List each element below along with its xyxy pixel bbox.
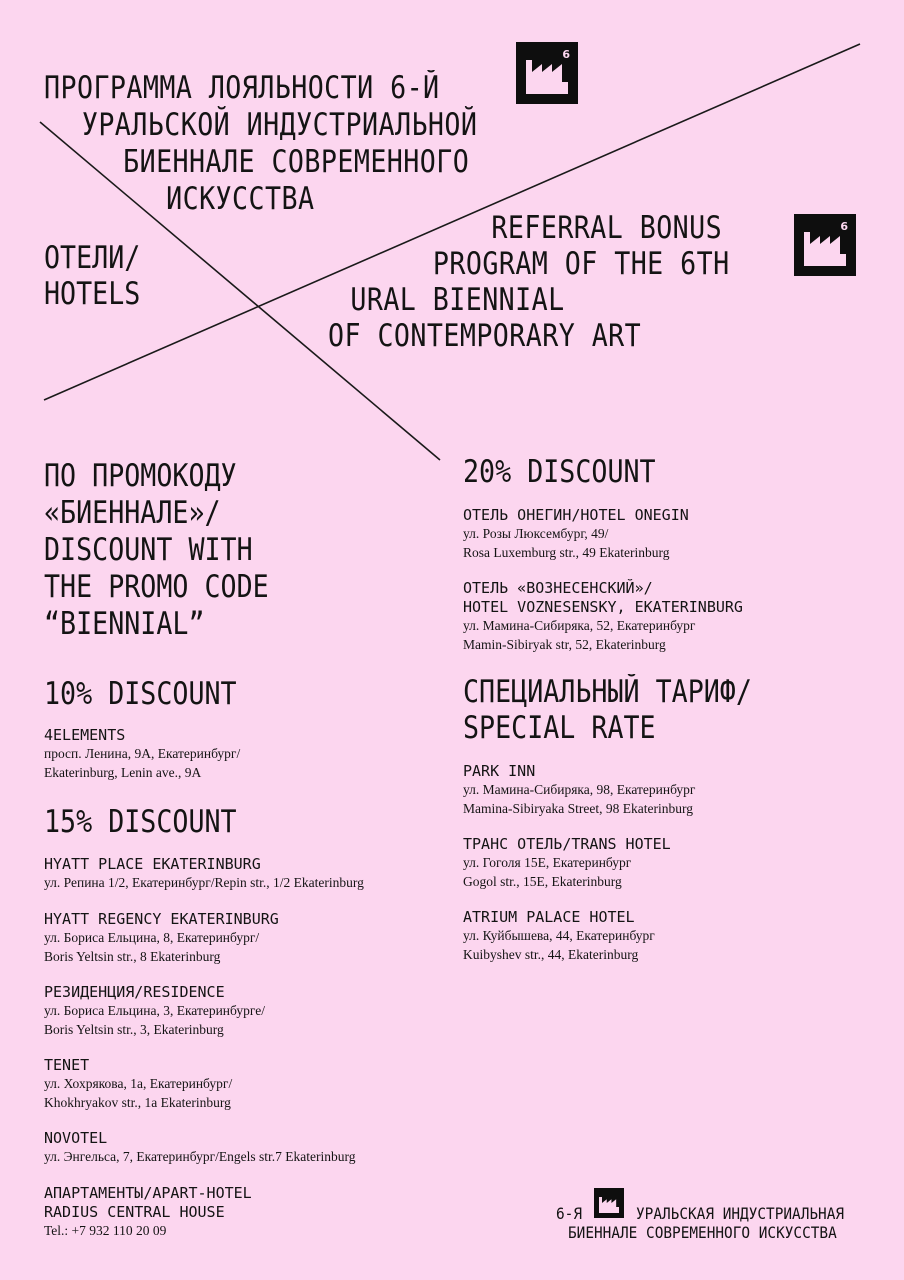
hotel-entry bbox=[463, 762, 695, 818]
hotel-address: Ekaterinburg, Lenin ave., 9A bbox=[44, 764, 202, 780]
hotel-entry bbox=[463, 908, 655, 964]
hotel-entry bbox=[463, 835, 671, 891]
special-title-line: СПЕЦИАЛЬНЫЙ ТАРИФ/ bbox=[463, 674, 752, 710]
promo-line: THE PROMO CODE bbox=[44, 569, 269, 605]
hotel-entry bbox=[44, 983, 265, 1039]
hotel-name: PARK INN bbox=[463, 762, 536, 780]
hotel-entry bbox=[44, 1056, 232, 1112]
hotel-name: АПАРТАМЕНТЫ/APART-HOTEL bbox=[44, 1184, 252, 1202]
hotel-address: Mamin-Sibiryak str, 52, Ekaterinburg bbox=[463, 636, 666, 652]
hotel-address: ул. Бориса Ельцина, 8, Екатеринбург/ bbox=[44, 930, 260, 945]
hotel-address: ул. Хохрякова, 1а, Екатеринбург/ bbox=[44, 1076, 233, 1091]
section-title-special bbox=[463, 674, 752, 746]
title-en-line: OF CONTEMPORARY ART bbox=[328, 318, 642, 354]
footer-line-1: УРАЛЬСКАЯ ИНДУСТРИАЛЬНАЯ bbox=[636, 1204, 845, 1223]
hotel-address: Rosa Luxemburg str., 49 Ekaterinburg bbox=[463, 544, 670, 560]
footer-prefix: 6-Я bbox=[556, 1204, 583, 1223]
footer-line-2: БИЕННАЛЕ СОВРЕМЕННОГО ИСКУССТВА bbox=[568, 1223, 837, 1242]
hotel-address: Mamina-Sibiryaka Street, 98 Ekaterinburg bbox=[463, 800, 693, 816]
section-title-20: 20% DISCOUNT bbox=[463, 454, 656, 490]
title-ru-line: БИЕННАЛЕ СОВРЕМЕННОГО bbox=[123, 144, 470, 180]
hotel-phone: Tel.: +7 932 110 20 09 bbox=[44, 1223, 167, 1238]
promo-line: ПО ПРОМОКОДУ bbox=[44, 458, 237, 494]
hotel-entry bbox=[44, 1129, 356, 1167]
title-ru bbox=[44, 70, 477, 218]
hotel-name: HYATT PLACE EKATERINBURG bbox=[44, 855, 261, 873]
hotel-address: просп. Ленина, 9А, Екатеринбург/ bbox=[44, 746, 241, 761]
hotel-address: Kuibyshev str., 44, Ekaterinburg bbox=[463, 946, 639, 962]
hotel-address: ул. Бориса Ельцина, 3, Екатеринбурге/ bbox=[44, 1003, 265, 1018]
hotel-entry bbox=[44, 726, 240, 782]
hotel-name: РЕЗИДЕНЦИЯ/RESIDENCE bbox=[44, 983, 225, 1001]
hotel-name: 4ELEMENTS bbox=[44, 726, 126, 744]
title-en bbox=[328, 210, 730, 354]
hotel-name: ТРАНС ОТЕЛЬ/TRANS HOTEL bbox=[463, 835, 671, 853]
section-title-15: 15% DISCOUNT bbox=[44, 804, 237, 840]
biennial-logo-icon bbox=[594, 1188, 624, 1218]
title-en-line: URAL BIENNIAL bbox=[350, 282, 565, 318]
hotel-entry bbox=[44, 855, 364, 893]
title-ru-line: ПРОГРАММА ЛОЯЛЬНОСТИ 6-Й bbox=[44, 70, 440, 106]
logo-number: 6 bbox=[562, 48, 570, 61]
hotels-label-line: HOTELS bbox=[44, 276, 141, 312]
section-title-10: 10% DISCOUNT bbox=[44, 676, 237, 712]
special-title-line: SPECIAL RATE bbox=[463, 710, 656, 746]
biennial-logo-icon bbox=[516, 42, 578, 104]
title-en-line: PROGRAM OF THE 6TH bbox=[432, 246, 730, 282]
hotels-label bbox=[44, 240, 140, 312]
hotel-address: ул. Куйбышева, 44, Екатеринбург bbox=[463, 928, 655, 943]
hotel-address: ул. Мамина-Сибиряка, 98, Екатеринбург bbox=[463, 782, 696, 797]
hotel-address: ул. Энгельса, 7, Екатеринбург/Engels str.7 Ekaterinburg bbox=[44, 1149, 356, 1164]
hotel-address: ул. Гоголя 15Е, Екатеринбург bbox=[463, 855, 632, 870]
title-en-line: REFERRAL BONUS bbox=[491, 210, 723, 246]
hotel-name: TENET bbox=[44, 1056, 90, 1074]
hotel-name: HYATT REGENCY EKATERINBURG bbox=[44, 910, 279, 928]
promo-heading bbox=[44, 458, 269, 643]
promo-line: DISCOUNT WITH bbox=[44, 532, 253, 568]
hotel-address: ул. Мамина-Сибиряка, 52, Екатеринбург bbox=[463, 618, 696, 633]
hotel-name: RADIUS CENTRAL HOUSE bbox=[44, 1203, 225, 1221]
promo-line: “BIENNIAL” bbox=[44, 606, 205, 642]
logo-number: 6 bbox=[840, 220, 848, 233]
title-ru-line: УРАЛЬСКОЙ ИНДУСТРИАЛЬНОЙ bbox=[81, 107, 478, 143]
hotel-name: ОТЕЛЬ «ВОЗНЕСЕНСКИЙ»/ bbox=[463, 579, 653, 597]
promo-line: «БИЕННАЛЕ»/ bbox=[44, 495, 221, 531]
hotel-entry bbox=[463, 579, 743, 654]
hotels-label-line: ОТЕЛИ/ bbox=[44, 240, 141, 276]
hotel-address: Gogol str., 15E, Ekaterinburg bbox=[463, 873, 622, 889]
hotel-address: ул. Розы Люксембург, 49/ bbox=[463, 526, 609, 541]
hotel-entry bbox=[463, 506, 689, 562]
hotel-address: ул. Репина 1/2, Екатеринбург/Repin str., 1/2 Ekaterinburg bbox=[44, 875, 364, 890]
hotel-entry bbox=[44, 910, 279, 966]
hotel-name: ОТЕЛЬ ОНЕГИН/HOTEL ONEGIN bbox=[463, 506, 689, 524]
hotel-address: Boris Yeltsin str., 3, Ekaterinburg bbox=[44, 1021, 224, 1037]
biennial-logo-icon bbox=[794, 214, 856, 276]
hotel-name: ATRIUM PALACE HOTEL bbox=[463, 908, 635, 926]
hotel-address: Khokhryakov str., 1a Ekaterinburg bbox=[44, 1094, 231, 1110]
hotel-entry bbox=[44, 1184, 252, 1241]
hotel-name: NOVOTEL bbox=[44, 1129, 108, 1147]
hotel-address: Boris Yeltsin str., 8 Ekaterinburg bbox=[44, 948, 221, 964]
title-ru-line: ИСКУССТВА bbox=[166, 181, 315, 217]
hotel-name: HOTEL VOZNESENSKY, EKATERINBURG bbox=[463, 598, 743, 616]
